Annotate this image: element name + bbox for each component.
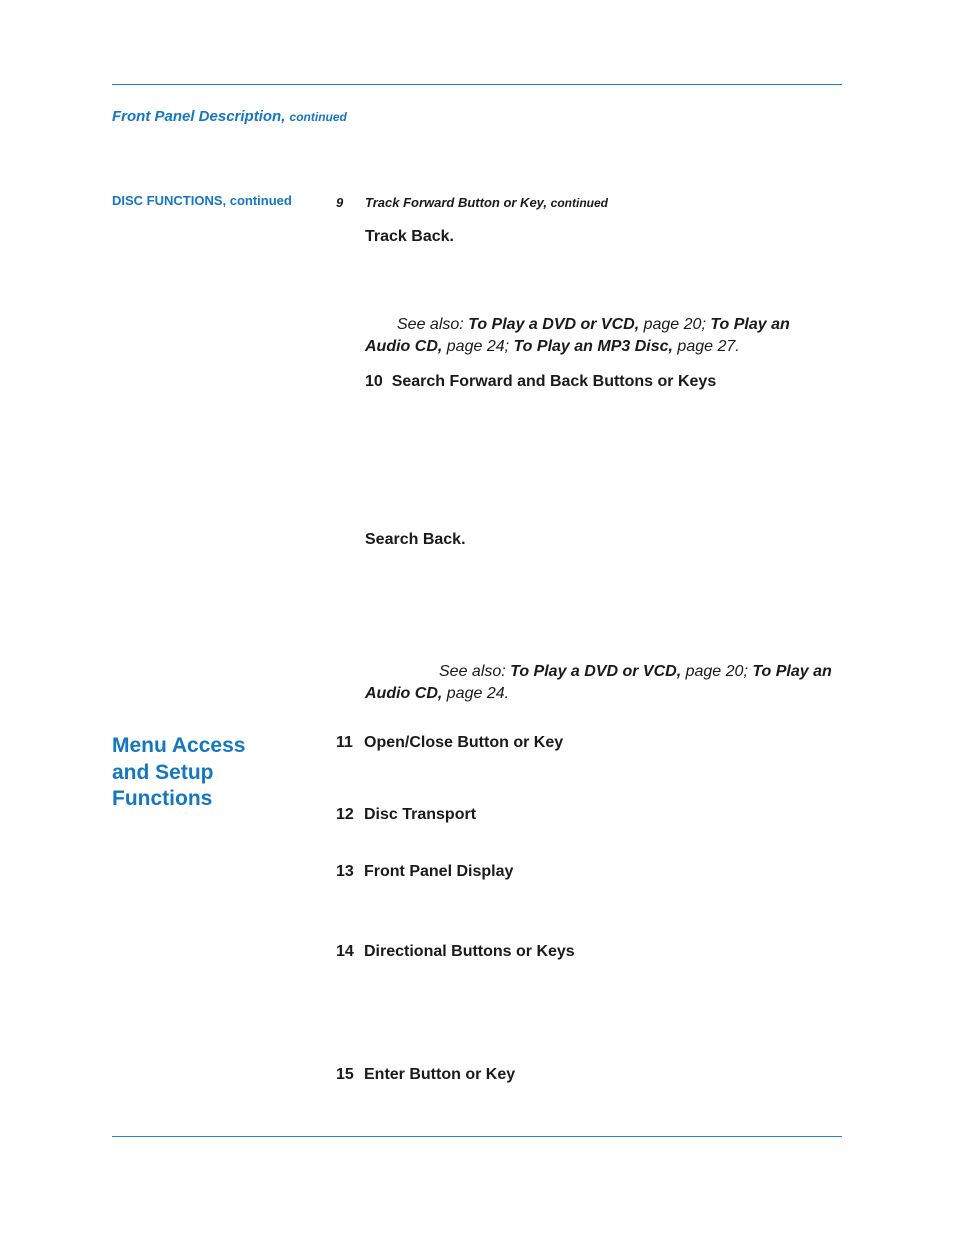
item-15-heading [336, 1066, 515, 1084]
bottom-rule [112, 1136, 842, 1137]
item-12-title: Disc Transport [364, 806, 477, 823]
see-also-page: page 24. [442, 685, 510, 702]
item-9-heading [365, 195, 608, 210]
see-also-page: page 20; [681, 663, 753, 680]
item-14-heading [336, 943, 575, 961]
see-also-paragraph-2 [365, 661, 835, 705]
item-10-title: Search Forward and Back Buttons or Keys [391, 373, 717, 390]
see-also-link-audio-cd: To Play an Audio CD, [365, 316, 790, 355]
section-label: DISC FUNCTIONS, continued [112, 193, 292, 208]
item-11-title: Open/Close Button or Key [364, 734, 564, 751]
see-also-page: page 27. [672, 338, 740, 355]
section-title-line: Menu Access [112, 734, 246, 757]
see-also-page: page 24; [442, 338, 514, 355]
running-header [112, 108, 347, 125]
item-9-continued: continued [550, 196, 608, 210]
section-title-line: Functions [112, 787, 213, 810]
item-13-title: Front Panel Display [364, 863, 514, 880]
see-also-prefix: See also: [397, 316, 469, 333]
see-also-link-audio-cd: To Play an Audio CD, [365, 663, 832, 702]
item-15-title: Enter Button or Key [364, 1066, 516, 1083]
see-also-page: page 20; [639, 316, 711, 333]
item-12-heading [336, 806, 476, 824]
see-also-paragraph-1 [365, 314, 835, 358]
item-15-number: 15 [336, 1066, 354, 1083]
item-14-title: Directional Buttons or Keys [364, 943, 575, 960]
section-title-line: and Setup [112, 760, 214, 784]
item-12-number: 12 [336, 806, 354, 823]
item-13-heading [336, 863, 513, 881]
item-11-heading [336, 734, 563, 752]
running-continued: continued [289, 110, 347, 124]
see-also-link-mp3: To Play an MP3 Disc, [513, 338, 673, 355]
running-title: Front Panel Description, [112, 108, 286, 125]
item-13-number: 13 [336, 863, 354, 880]
search-back-label: Search Back. [365, 531, 466, 548]
section-title [112, 733, 245, 813]
item-10-heading [365, 373, 716, 391]
see-also-link-dvd: To Play a DVD or VCD, [510, 663, 682, 680]
item-10-number: 10 [365, 373, 383, 390]
see-also-link-dvd: To Play a DVD or VCD, [468, 316, 640, 333]
item-11-number: 11 [336, 734, 353, 751]
track-back-label: Track Back. [365, 228, 454, 245]
item-9-title: Track Forward Button or Key, [365, 195, 548, 210]
item-9-number: 9 [336, 195, 344, 210]
see-also-prefix: See also: [439, 663, 511, 680]
top-rule [112, 84, 842, 85]
item-14-number: 14 [336, 943, 354, 960]
